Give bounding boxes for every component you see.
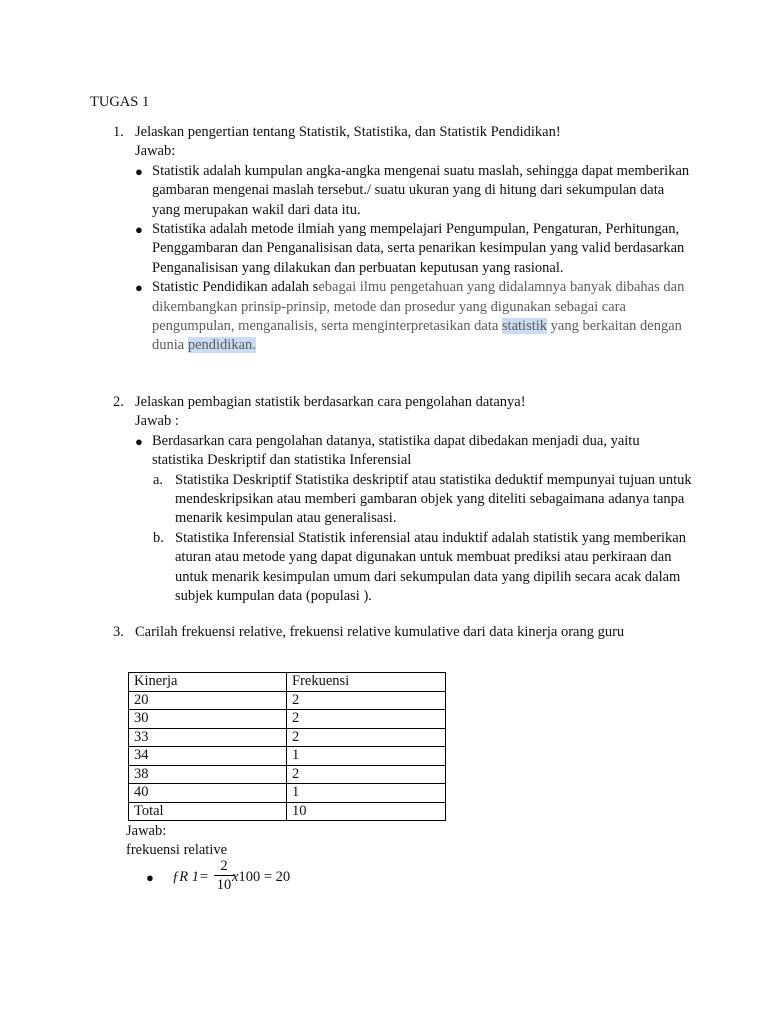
fraction-numerator: 2 xyxy=(220,858,228,874)
formula-rhs xyxy=(232,869,290,886)
frequency-table xyxy=(128,672,446,821)
question-number: 2. xyxy=(113,394,124,410)
table-cell: 2 xyxy=(287,765,446,784)
sub-list-text: Statistika Inferensial Statistik inferensial atau induktif adalah statistik yang memberikan aturan atau metode yang dapat digunakan untuk membuat prediksi atau perkiraan dan untuk menarik kesimpulan umum dari sekumpulan data yang dipilih secara acak dalam subjek kumpulan data (populasi ). xyxy=(175,529,686,605)
table-cell: 2 xyxy=(287,691,446,710)
list-item xyxy=(135,278,693,356)
relative-frequency-formula xyxy=(146,858,346,898)
bullet-text: Statistika adalah metode ilmiah yang mempelajari Pengumpulan, Pengaturan, Perhitungan, Penggambaran dan Penganalisisan data, serta penarikan kesimpulan yang valid berdasarkan Penganalisisan yang dilakukan dan perbuatan keputusan yang rasional. xyxy=(152,221,685,276)
sub-list-text: Statistika Deskriptif Statistika deskriptif atau statistika deduktif mempunyai tujuan untuk mendeskripsikan atau memberi gambaran objek yang diteliti sebagaimana adanya tanpa menarik kesimpulan atau generalisasi. xyxy=(175,471,692,527)
bullet-text-quoted: yang berkaitan dengan dunia xyxy=(152,318,682,354)
fraction-denominator: 10 xyxy=(216,877,232,893)
list-item xyxy=(135,432,693,607)
answer-label: Jawab : xyxy=(135,413,179,430)
bullet-icon: ● xyxy=(135,433,143,449)
table-row xyxy=(129,765,446,784)
formula-result: 100 = 20 xyxy=(238,869,291,885)
fraction-bar xyxy=(214,875,234,876)
bullet-icon: ● xyxy=(135,163,143,179)
list-item xyxy=(153,471,693,529)
table-header-cell: Kinerja xyxy=(129,673,287,692)
highlighted-word: statistik xyxy=(501,318,548,335)
table-total-row xyxy=(129,802,446,821)
answer-bullet-list xyxy=(113,162,693,356)
table-row xyxy=(129,784,446,803)
formula-lhs: ƒR 1= xyxy=(172,869,209,885)
answer-label: Jawab: xyxy=(126,823,167,839)
table-cell: 34 xyxy=(129,747,287,766)
list-item xyxy=(135,162,693,220)
table-cell: 20 xyxy=(129,691,287,710)
table-row xyxy=(129,747,446,766)
table-row xyxy=(129,710,446,729)
document-title: TUGAS 1 xyxy=(90,94,150,110)
answer-block-3 xyxy=(126,822,227,861)
bullet-text: Berdasarkan cara pengolahan datanya, statistika dapat dibedakan menjadi dua, yaitu statistika Deskriptif dan statistika Inferensial xyxy=(152,432,640,469)
table-row xyxy=(129,728,446,747)
table-cell: 33 xyxy=(129,728,287,747)
answer-label: Jawab: xyxy=(135,143,176,160)
list-item xyxy=(153,529,693,607)
sub-list-marker: a. xyxy=(153,471,164,488)
question-text: Jelaskan pembagian statistik berdasarkan cara pengolahan datanya! xyxy=(135,394,526,410)
table-cell: 2 xyxy=(287,728,446,747)
bullet-icon: ● xyxy=(146,870,154,885)
table-cell: 10 xyxy=(287,802,446,821)
table-cell: 40 xyxy=(129,784,287,803)
table-cell: 2 xyxy=(287,710,446,729)
bullet-icon: ● xyxy=(135,222,143,238)
table-cell: 30 xyxy=(129,710,287,729)
question-text: Carilah frekuensi relative, frekuensi relative kumulative dari data kinerja orang guru xyxy=(135,624,625,640)
question-text: Jelaskan pengertian tentang Statistik, Statistika, dan Statistik Pendidikan! xyxy=(135,124,561,140)
table-row xyxy=(129,691,446,710)
multiply-symbol: x xyxy=(232,869,239,885)
bullet-text: Statistik adalah kumpulan angka-angka mengenai suatu maslah, sehingga dapat memberikan gambaran mengenai maslah tersebut./ suatu ukuran yang di hitung dari sekumpulan data yang merupakan wakil dari data itu. xyxy=(152,162,690,218)
answer-subheading: frekuensi relative xyxy=(126,842,228,859)
bullet-text-quoted: ebagai ilmu pengetahuan yang didalamnya banyak dibahas dan dikembangkan prinsip-prinsip, metode dan prosedur yang digunakan sebagai cara pengumpulan, menganalisis, serta menginterpretasikan data xyxy=(152,279,685,335)
answer-bullet-list xyxy=(113,432,693,607)
table-cell: 1 xyxy=(287,784,446,803)
question-1 xyxy=(113,123,693,356)
table-cell: 1 xyxy=(287,747,446,766)
formula-fraction xyxy=(214,858,234,893)
question-number: 1. xyxy=(113,124,124,140)
question-number: 3. xyxy=(113,624,124,640)
table-header-cell: Frekuensi xyxy=(287,673,446,692)
table-cell: Total xyxy=(129,802,287,821)
bullet-icon: ● xyxy=(135,280,143,296)
table-cell: 38 xyxy=(129,765,287,784)
sub-list xyxy=(152,471,693,607)
question-2 xyxy=(113,393,693,606)
question-3 xyxy=(113,623,693,642)
table-header-row xyxy=(129,673,446,692)
bullet-text-lead: Statistic Pendidikan adalah s xyxy=(152,279,319,296)
list-item xyxy=(135,220,693,278)
highlighted-word: pendidikan. xyxy=(187,337,256,354)
sub-list-marker: b. xyxy=(153,529,164,546)
